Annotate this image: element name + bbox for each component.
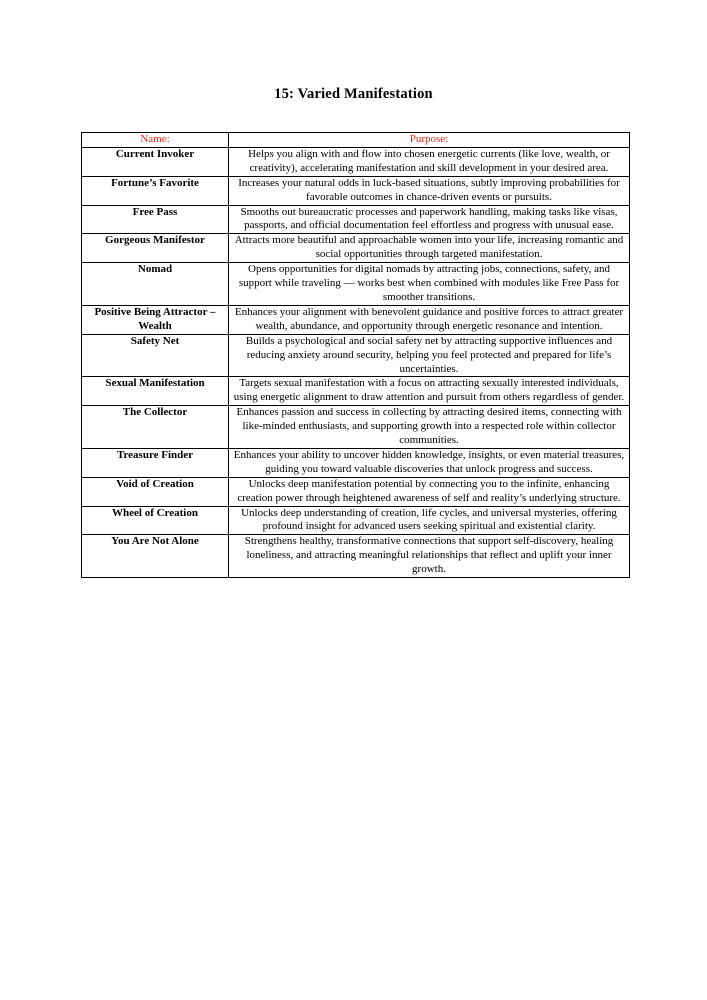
module-purpose: Opens opportunities for digital nomads by attracting jobs, connections, safety, and support while traveling — works best when combined with modules like Free Pass for smoother transitions. [229,263,630,306]
module-name: Current Invoker [82,147,229,176]
module-name: Gorgeous Manifestor [82,234,229,263]
column-header-purpose: Purpose: [229,133,630,148]
module-purpose: Attracts more beautiful and approachable women into your life, increasing romantic and social opportunities through targeted manifestation. [229,234,630,263]
module-purpose: Unlocks deep manifestation potential by connecting you to the infinite, enhancing creation power through heightened awareness of self and reality’s underlying structure. [229,477,630,506]
table-row [82,234,630,263]
module-purpose: Increases your natural odds in luck-based situations, subtly improving probabilities for favorable outcomes in chance-driven events or pursuits. [229,176,630,205]
table-header-row [82,133,630,148]
column-header-name: Name: [82,133,229,148]
module-purpose: Enhances your ability to uncover hidden knowledge, insights, or even material treasures, guiding you toward valuable discoveries that unlock progress and success. [229,448,630,477]
table-row [82,305,630,334]
module-name: Fortune’s Favorite [82,176,229,205]
module-name: The Collector [82,406,229,449]
page-title: 15: Varied Manifestation [274,86,433,102]
table-row [82,535,630,578]
module-name: Safety Net [82,334,229,377]
table-row [82,205,630,234]
modules-table [81,132,630,578]
module-name: Nomad [82,263,229,306]
module-name: You Are Not Alone [82,535,229,578]
module-name: Positive Being Attractor – Wealth [82,305,229,334]
module-name: Wheel of Creation [82,506,229,535]
table-row [82,477,630,506]
module-purpose: Unlocks deep understanding of creation, life cycles, and universal mysteries, offering profound insight for advanced users seeking spiritual and existential clarity. [229,506,630,535]
table-row [82,506,630,535]
module-purpose: Strengthens healthy, transformative connections that support self-discovery, healing loneliness, and attracting meaningful relationships that reflect and uplift your inner growth. [229,535,630,578]
module-purpose: Smooths out bureaucratic processes and paperwork handling, making tasks like visas, passports, and official documentation feel effortless and progress with unusual ease. [229,205,630,234]
module-purpose: Enhances your alignment with benevolent guidance and positive forces to attract greater wealth, abundance, and opportunity through energetic resonance and intention. [229,305,630,334]
table-row [82,147,630,176]
module-name: Free Pass [82,205,229,234]
module-purpose: Helps you align with and flow into chosen energetic currents (like love, wealth, or creativity), accelerating manifestation and skill development in your desired area. [229,147,630,176]
table-row [82,334,630,377]
table-row [82,176,630,205]
table-row [82,263,630,306]
module-purpose: Builds a psychological and social safety net by attracting supportive influences and reducing anxiety around security, helping you feel protected and prepared for life’s uncertainties. [229,334,630,377]
module-purpose: Enhances passion and success in collecting by attracting desired items, connecting with like-minded enthusiasts, and supporting growth into a respected role within collector communities. [229,406,630,449]
table-body [82,147,630,577]
module-name: Treasure Finder [82,448,229,477]
table-row [82,406,630,449]
module-name: Void of Creation [82,477,229,506]
module-name: Sexual Manifestation [82,377,229,406]
table-row [82,448,630,477]
table-row [82,377,630,406]
module-purpose: Targets sexual manifestation with a focus on attracting sexually interested individuals, using energetic alignment to draw attention and pursuit from others regardless of gender. [229,377,630,406]
